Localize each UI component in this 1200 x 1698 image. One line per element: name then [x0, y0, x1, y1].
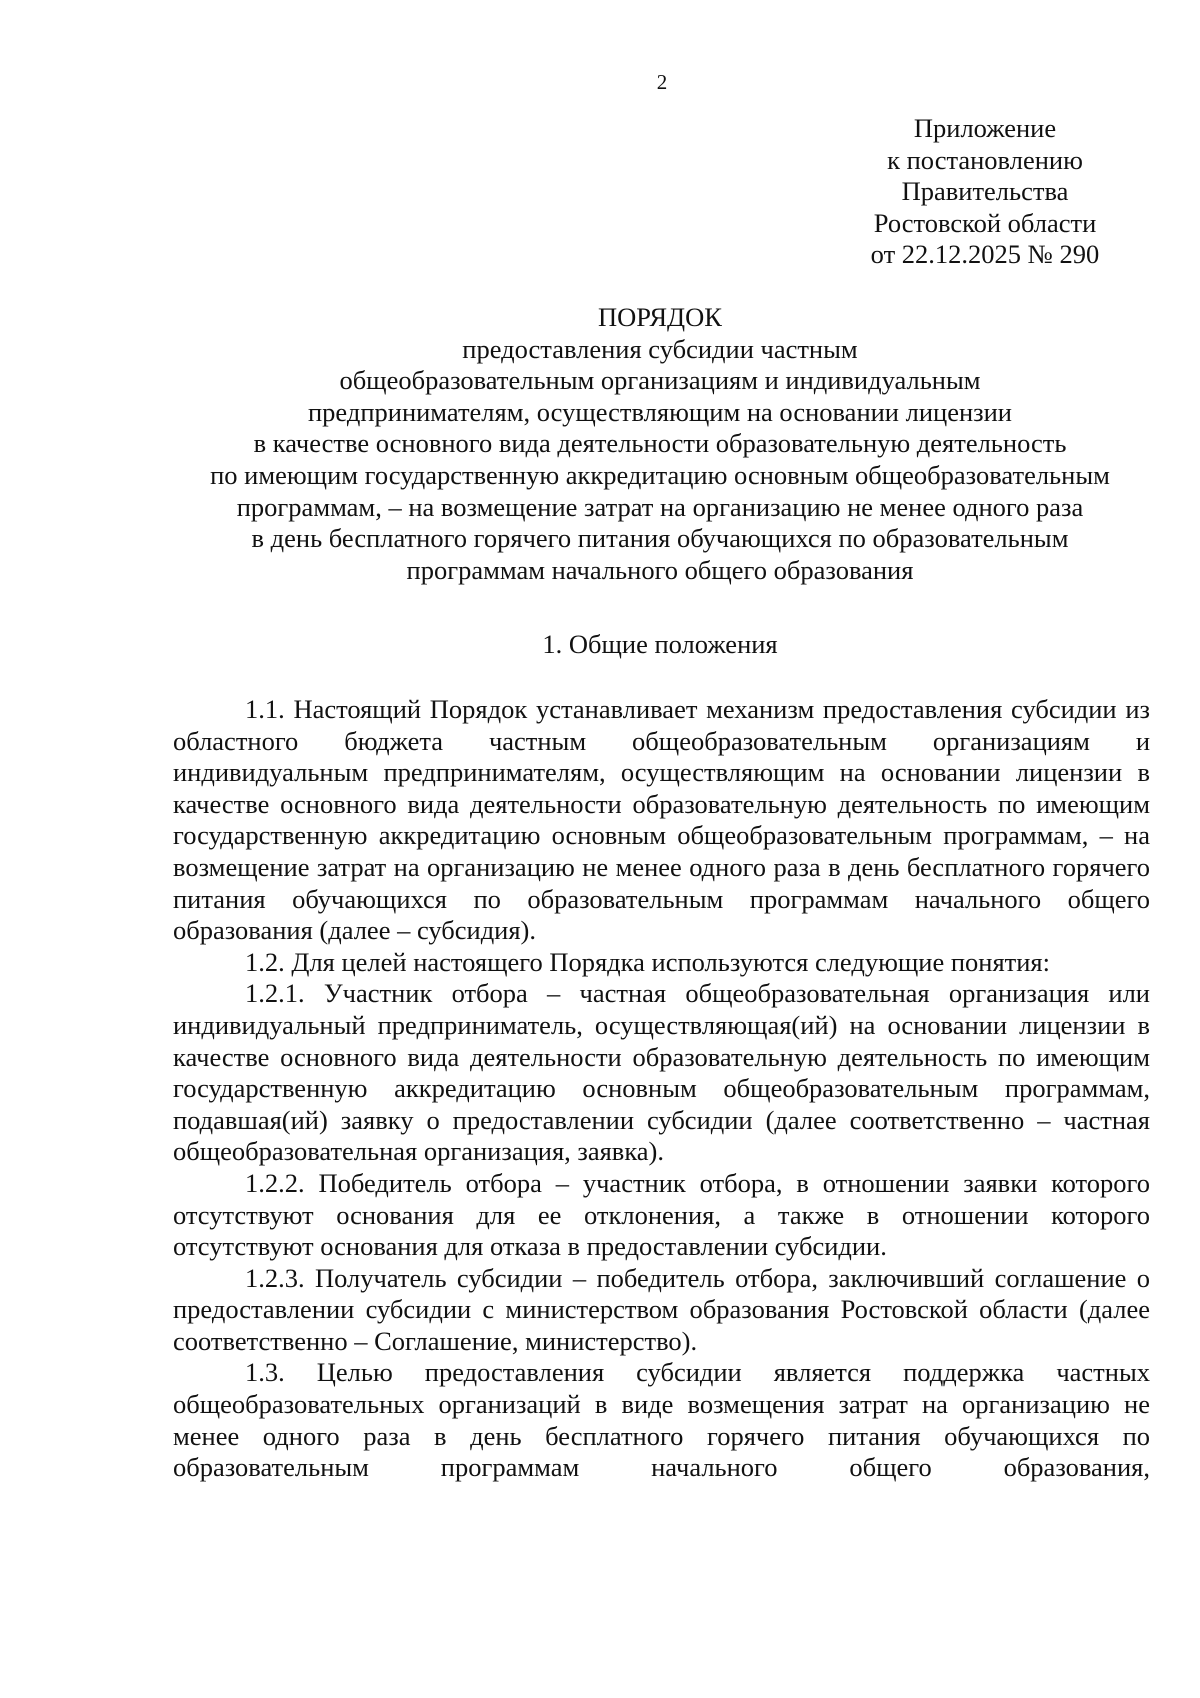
paragraph-1-1: 1.1. Настоящий Порядок устанавливает механизм предоставления субсидии из областного бюджета частным общеобразовательным организациям и индивидуальным предпринимателям, осуществляющим на основании лицензии в качестве основного вида деятельности образовательную деятельность по имеющим государственную аккредитацию основным общеобразовательным программам, – на возмещение затрат на организацию не менее одного раза в день бесплатного горячего питания обучающихся по образовательным программам начального общего образования (далее – субсидия). [173, 694, 1150, 946]
paragraph-1-2-3: 1.2.3. Получатель субсидии – победитель отбора, заключивший соглашение о предоставлении субсидии с министерством образования Ростовской области (далее соответственно – Соглашение, министерство). [173, 1262, 1150, 1356]
document-title [170, 302, 1150, 586]
title-line: программам начального общего образования [406, 554, 914, 585]
appendix-line: Ростовской области [873, 207, 1097, 238]
title-line: предоставления субсидии частным [462, 333, 858, 364]
title-line: по имеющим государственную аккредитацию основным общеобразовательным [210, 459, 1110, 490]
appendix-line: к постановлению [887, 144, 1083, 175]
paragraph-1-2-1: 1.2.1. Участник отбора – частная общеобразовательная организация или индивидуальный предприниматель, осуществляющая(ий) на основании лицензии в качестве основного вида деятельности образовательную деятельность по имеющим государственную аккредитацию основным общеобразовательным программам, подавшая(ий) заявку о предоставлении субсидии (далее соответственно – частная общеобразовательная организация, заявка). [173, 978, 1150, 1167]
page-number: 2 [656, 70, 668, 94]
title-line: предпринимателям, осуществляющим на основании лицензии [308, 396, 1012, 427]
paragraph-1-2-2: 1.2.2. Победитель отбора – участник отбора, в отношении заявки которого отсутствуют основания для ее отклонения, а также в отношении которого отсутствуют основания для отказа в предоставлении субсидии. [173, 1167, 1150, 1262]
appendix-line: Приложение [913, 113, 1057, 143]
appendix-line: от 22.12.2025 № 290 [870, 239, 1100, 270]
section-body [173, 694, 1150, 1484]
appendix-line: Правительства [901, 176, 1069, 207]
title-line: в день бесплатного горячего питания обучающихся по образовательным [251, 523, 1069, 554]
paragraph-1-3: 1.3. Целью предоставления субсидии является поддержка частных общеобразовательных организаций в виде возмещения затрат на организацию не менее одного раза в день бесплатного горячего питания обучающихся по образовательным программам начального общего образования, [173, 1357, 1150, 1483]
title-line: программам, – на возмещение затрат на организацию не менее одного раза [236, 491, 1084, 522]
appendix-block [840, 113, 1130, 271]
paragraph-1-2: 1.2. Для целей настоящего Порядка используются следующие понятия: [245, 946, 1050, 977]
section-heading: 1. Общие положения [542, 629, 778, 659]
title-line: общеобразовательным организациям и индивидуальным [339, 365, 981, 396]
title-heading: ПОРЯДОК [598, 302, 722, 332]
title-line: в качестве основного вида деятельности образовательную деятельность [253, 428, 1067, 459]
